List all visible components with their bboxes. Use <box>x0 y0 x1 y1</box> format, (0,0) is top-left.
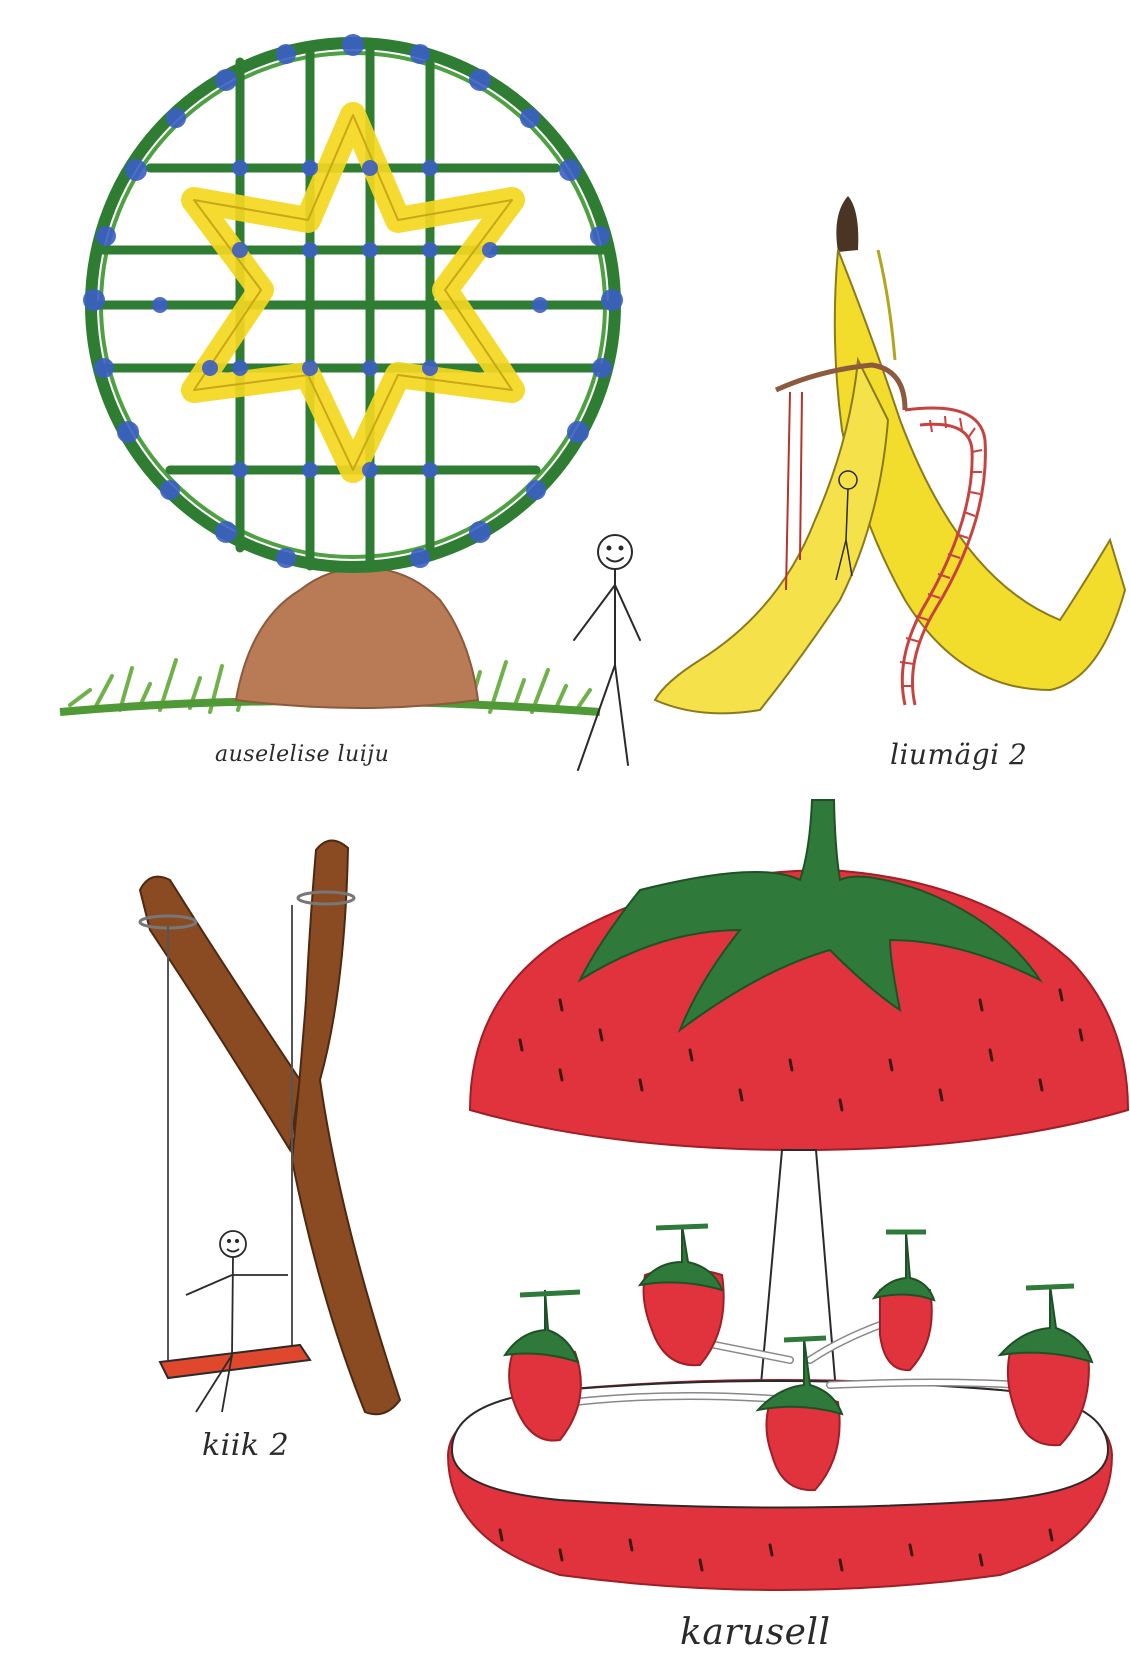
banana-slide-icon <box>655 196 1125 713</box>
strawberry-carousel-icon <box>448 800 1128 1590</box>
caption-swing: kiik 2 <box>202 1428 290 1463</box>
caption-slide: liumägi 2 <box>890 738 1028 771</box>
flower-wreath-icon <box>60 34 623 712</box>
caption-carousel: karusell <box>680 1612 831 1653</box>
slingshot-swing-icon <box>140 840 400 1414</box>
caption-wreath: auselelise luiju <box>215 742 390 767</box>
wreath-mound <box>236 568 478 708</box>
stick-figure-icon <box>574 535 640 770</box>
swing-seat <box>160 1345 310 1378</box>
